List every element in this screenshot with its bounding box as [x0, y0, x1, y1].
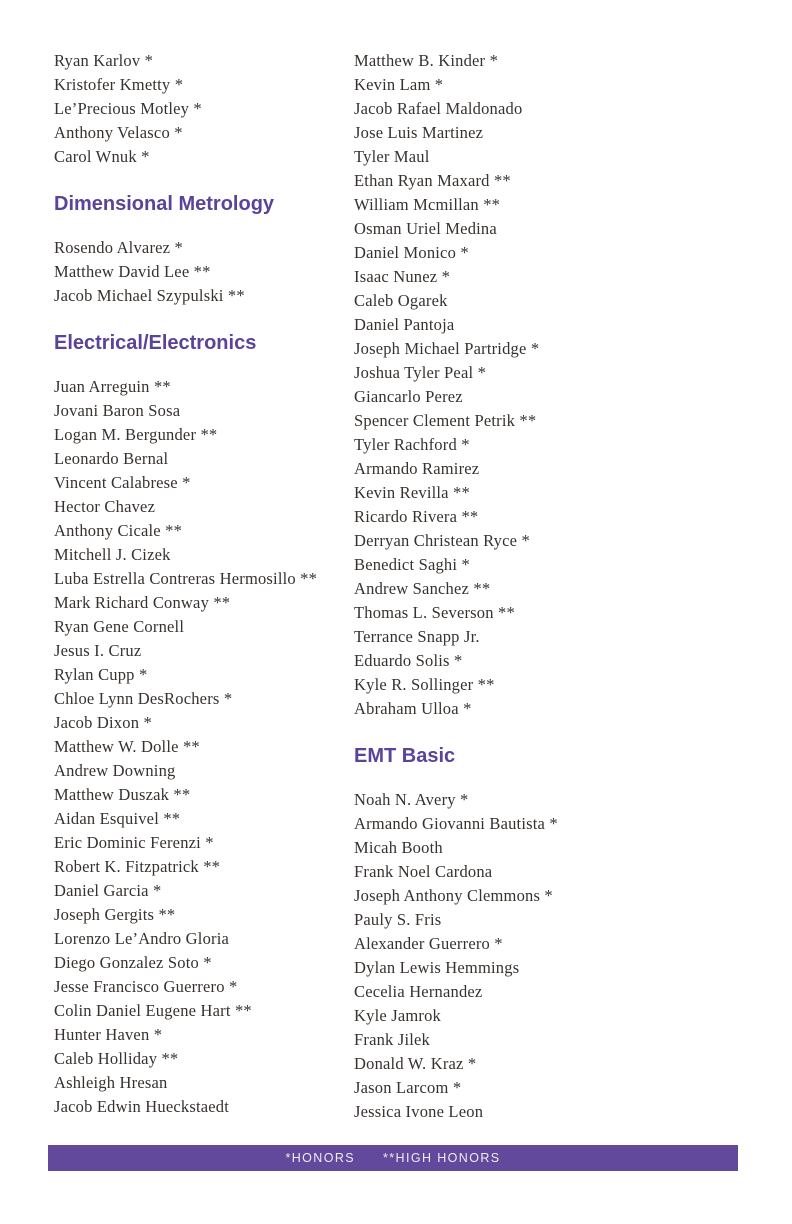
graduate-name: Kevin Lam * [354, 75, 444, 94]
graduate-name: Lorenzo Le’Andro Gloria [54, 929, 230, 948]
graduate-name: Chloe Lynn DesRochers * [54, 689, 233, 708]
graduate-name: Joseph Michael Partridge * [354, 339, 540, 358]
graduate-name: Jovani Baron Sosa [54, 401, 181, 420]
graduate-name: Ashleigh Hresan [54, 1073, 168, 1092]
graduate-name: Terrance Snapp Jr. [354, 627, 480, 646]
graduate-name: Thomas L. Severson ** [354, 603, 515, 622]
graduate-name: Cecelia Hernandez [354, 982, 483, 1001]
graduate-name: Joseph Anthony Clemmons * [354, 886, 553, 905]
graduate-name: Carol Wnuk * [54, 147, 150, 166]
graduate-name: Jesse Francisco Guerrero * [54, 977, 238, 996]
graduate-name: Pauly S. Fris [354, 910, 442, 929]
graduate-name: Eric Dominic Ferenzi * [54, 833, 214, 852]
section-heading: Electrical/Electronics [54, 332, 257, 354]
graduate-name: Leonardo Bernal [54, 449, 169, 468]
graduate-name: Hunter Haven * [54, 1025, 163, 1044]
graduate-name: Ryan Karlov * [54, 51, 154, 70]
graduate-name: Abraham Ulloa * [354, 699, 472, 718]
graduate-name: Aidan Esquivel ** [54, 809, 181, 828]
graduate-name: Colin Daniel Eugene Hart ** [54, 1001, 252, 1020]
graduate-name: Giancarlo Perez [354, 387, 463, 406]
graduate-name: Armando Ramirez [354, 459, 480, 478]
graduate-name: Juan Arreguin ** [54, 377, 171, 396]
graduate-name: Matthew W. Dolle ** [54, 737, 200, 756]
graduate-name: Isaac Nunez * [354, 267, 451, 286]
graduate-name: Jacob Michael Szypulski ** [54, 286, 245, 305]
graduate-name: Jacob Rafael Maldonado [354, 99, 523, 118]
honors-legend-label: *HONORS [285, 1151, 355, 1165]
graduate-name: Ricardo Rivera ** [354, 507, 479, 526]
graduate-name: Tyler Maul [354, 147, 430, 166]
graduate-name: Anthony Cicale ** [54, 521, 183, 540]
graduate-name: Jacob Dixon * [54, 713, 152, 732]
graduate-name: Logan M. Bergunder ** [54, 425, 218, 444]
right-column [354, 49, 792, 1124]
graduate-name: Micah Booth [354, 838, 443, 857]
graduate-name: Jesus I. Cruz [54, 641, 142, 660]
graduate-name: Vincent Calabrese * [54, 473, 191, 492]
graduate-name: Dylan Lewis Hemmings [354, 958, 520, 977]
graduate-name: Armando Giovanni Bautista * [354, 814, 558, 833]
graduate-name: Caleb Holliday ** [54, 1049, 179, 1068]
graduate-name: Kristofer Kmetty * [54, 75, 184, 94]
graduate-name: Jason Larcom * [354, 1078, 462, 1097]
graduate-name: Kyle R. Sollinger ** [354, 675, 495, 694]
section-heading: Dimensional Metrology [54, 193, 275, 215]
graduate-name: Benedict Saghi * [354, 555, 470, 574]
graduate-name: Caleb Ogarek [354, 291, 448, 310]
graduate-name: Noah N. Avery * [354, 790, 469, 809]
graduate-name: Frank Jilek [354, 1030, 430, 1049]
graduate-name: Ryan Gene Cornell [54, 617, 185, 636]
graduate-name: Osman Uriel Medina [354, 219, 497, 238]
graduate-name: Matthew Duszak ** [54, 785, 191, 804]
high-honors-legend-label: **HIGH HONORS [383, 1151, 501, 1165]
graduate-name: Daniel Pantoja [354, 315, 455, 334]
graduate-name: Robert K. Fitzpatrick ** [54, 857, 221, 876]
graduate-name: Derryan Christean Ryce * [354, 531, 530, 550]
section-heading: EMT Basic [354, 745, 456, 767]
honors-legend-bar [48, 1145, 738, 1171]
graduate-name: Kyle Jamrok [354, 1006, 441, 1025]
graduate-name: Anthony Velasco * [54, 123, 183, 142]
graduate-name: Joshua Tyler Peal * [354, 363, 487, 382]
graduate-name: Andrew Sanchez ** [354, 579, 491, 598]
graduate-name: Jessica Ivone Leon [354, 1102, 484, 1121]
graduate-name: Rylan Cupp * [54, 665, 148, 684]
graduate-name: Frank Noel Cardona [354, 862, 493, 881]
left-column [0, 49, 354, 1124]
graduate-name: Eduardo Solis * [354, 651, 463, 670]
graduate-name: Matthew David Lee ** [54, 262, 211, 281]
graduate-name: Mitchell J. Cizek [54, 545, 171, 564]
graduate-name: William Mcmillan ** [354, 195, 501, 214]
graduate-name: Kevin Revilla ** [354, 483, 470, 502]
graduate-name: Rosendo Alvarez * [54, 238, 183, 257]
graduate-name: Donald W. Kraz * [354, 1054, 477, 1073]
graduate-name: Jose Luis Martinez [354, 123, 484, 142]
graduate-name: Joseph Gergits ** [54, 905, 176, 924]
graduate-name: Hector Chavez [54, 497, 156, 516]
graduate-name: Andrew Downing [54, 761, 176, 780]
graduate-name: Jacob Edwin Hueckstaedt [54, 1097, 230, 1116]
graduate-name: Diego Gonzalez Soto * [54, 953, 212, 972]
graduate-name: Le’Precious Motley * [54, 99, 202, 118]
graduate-name: Matthew B. Kinder * [354, 51, 499, 70]
graduate-name: Daniel Garcia * [54, 881, 162, 900]
graduate-name: Alexander Guerrero * [354, 934, 503, 953]
graduate-name: Mark Richard Conway ** [54, 593, 231, 612]
graduate-name: Tyler Rachford * [354, 435, 470, 454]
graduate-name: Daniel Monico * [354, 243, 469, 262]
graduate-name: Ethan Ryan Maxard ** [354, 171, 511, 190]
graduate-name: Spencer Clement Petrik ** [354, 411, 537, 430]
graduate-name: Luba Estrella Contreras Hermosillo ** [54, 569, 318, 588]
